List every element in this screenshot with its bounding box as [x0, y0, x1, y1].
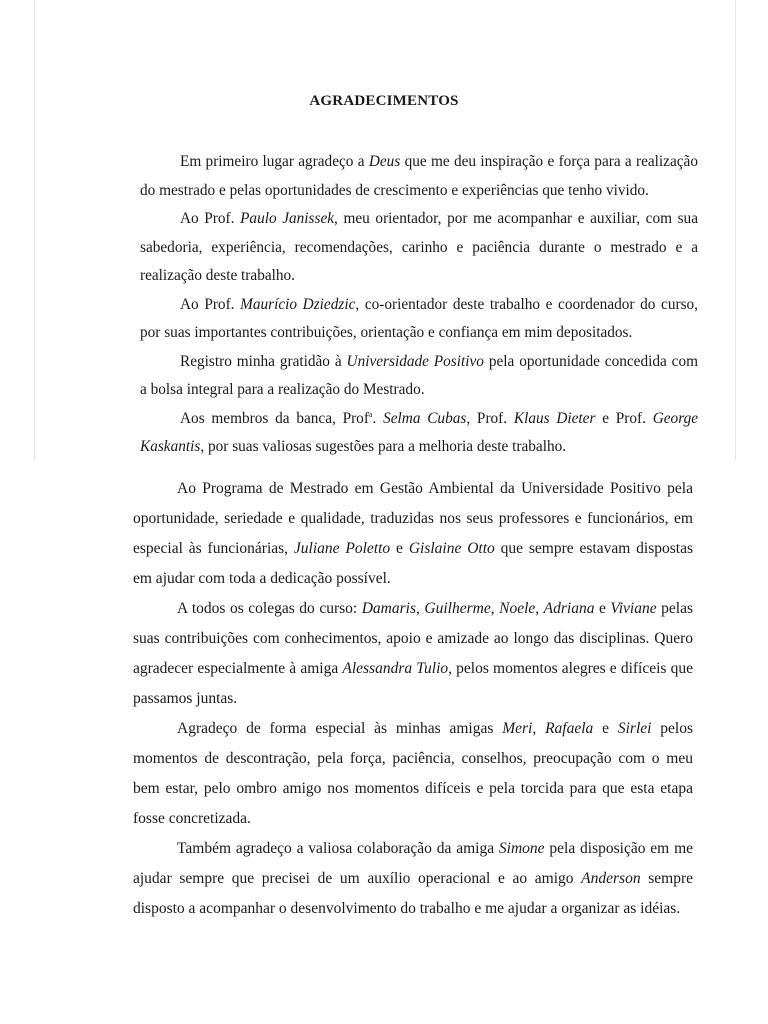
italic-name: Paulo Janissek [240, 210, 335, 227]
text-run: , pelos momentos alegres e difíceis que passamos juntas. [133, 660, 693, 707]
text-run: , [532, 720, 546, 737]
paragraph [133, 834, 693, 924]
text-run: sempre disposto a acompanhar o desenvolvimento do trabalho e me ajudar a organizar as idéias. [133, 870, 693, 917]
text-run: Em primeiro lugar agradeço a [180, 153, 369, 170]
text-run: , Prof. [466, 409, 514, 427]
text-run: pelas suas contribuições com conhecimentos, apoio e amizade ao longo das disciplinas. Quero agradecer especialmente à amiga [133, 600, 693, 677]
page-title: AGRADECIMENTOS [309, 93, 459, 109]
paragraph [133, 714, 693, 834]
text-run: que me deu inspiração e força para a realização do mestrado e pelas oportunidades de crescimento e experiências que tenho vivido. [140, 153, 698, 199]
italic-name: Rafaela [545, 720, 594, 737]
text-run: , [535, 600, 544, 617]
italic-name: Viviane [610, 600, 657, 617]
text-run: Aos membros da banca, Prof [180, 409, 369, 427]
italic-name: Simone [498, 840, 545, 857]
italic-name: Deus [368, 153, 401, 170]
text-run: e Prof. [595, 409, 653, 427]
superscript: a [368, 409, 373, 419]
text-run: , meu orientador, por me acompanhar e auxiliar, com sua sabedoria, experiência, recomendações, carinho e paciência durante o mestrado e a realização deste trabalho. [140, 210, 698, 284]
text-run: e [594, 600, 611, 617]
text-run: A todos os colegas do curso: [177, 600, 362, 617]
paragraph [140, 205, 698, 291]
italic-name: Maurício Dziedzic [240, 295, 356, 313]
paragraph [140, 148, 698, 205]
paragraph [140, 405, 698, 462]
paragraph [140, 348, 698, 405]
italic-name: Damaris [361, 600, 416, 617]
italic-name: Anderson [581, 870, 641, 887]
italic-name: Sirlei [617, 720, 652, 737]
text-run: , co-orientador deste trabalho e coordenador do curso, por suas importantes contribuições, orientação e confiança em mim depositados. [140, 295, 699, 341]
text-run: Ao Prof. [180, 295, 241, 313]
italic-name: Gislaine Otto [408, 540, 495, 557]
text-run: que sempre estavam dispostas em ajudar com toda a dedicação possível. [133, 540, 693, 587]
italic-name: Guilherme [424, 600, 491, 617]
text-run: . [372, 409, 384, 427]
page-right-border [735, 0, 736, 460]
acknowledgements-lower-block [133, 474, 693, 924]
italic-name: Adriana [543, 600, 595, 617]
text-run: e [390, 540, 409, 557]
italic-name: Noele [499, 600, 536, 617]
text-run: , [490, 600, 500, 617]
text-run: Ao Programa de Mestrado em Gestão Ambiental da Universidade Positivo pela oportunidade, seriedade e qualidade, traduzidas nos seus professores e funcionários, em especial às funcionárias, [133, 480, 693, 557]
page-left-border [34, 0, 35, 460]
text-run: Registro minha gratidão à [180, 352, 347, 370]
italic-name: Alessandra Tulio [342, 660, 449, 677]
text-run: e [593, 720, 618, 737]
text-run: pela disposição em me ajudar sempre que precisei de um auxílio operacional e ao amigo [133, 840, 694, 887]
acknowledgements-upper-block [140, 148, 698, 462]
paragraph [133, 474, 693, 594]
italic-name: George Kaskantis [140, 409, 699, 455]
text-run: Também agradeço a valiosa colaboração da amiga [177, 840, 499, 857]
paragraph [140, 291, 698, 348]
text-run: pela oportunidade concedida com a bolsa integral para a realização do Mestrado. [140, 352, 699, 398]
italic-name: Klaus Dieter [513, 409, 596, 427]
italic-name: Selma Cubas [383, 409, 467, 427]
text-run: pelos momentos de descontração, pela força, paciência, conselhos, preocupação com o meu bem estar, pelo ombro amigo nos momentos difíceis e pela torcida para que esta etapa fosse concretizada. [133, 720, 694, 827]
text-run: , [416, 600, 425, 617]
paragraph [133, 594, 693, 714]
text-run: Ao Prof. [180, 210, 241, 227]
text-run: , por suas valiosas sugestões para a melhoria deste trabalho. [200, 438, 567, 455]
text-run: Agradeço de forma especial às minhas amigas [177, 720, 503, 737]
italic-name: Juliane Poletto [293, 540, 391, 557]
italic-name: Universidade Positivo [346, 352, 484, 370]
italic-name: Meri [502, 720, 533, 737]
